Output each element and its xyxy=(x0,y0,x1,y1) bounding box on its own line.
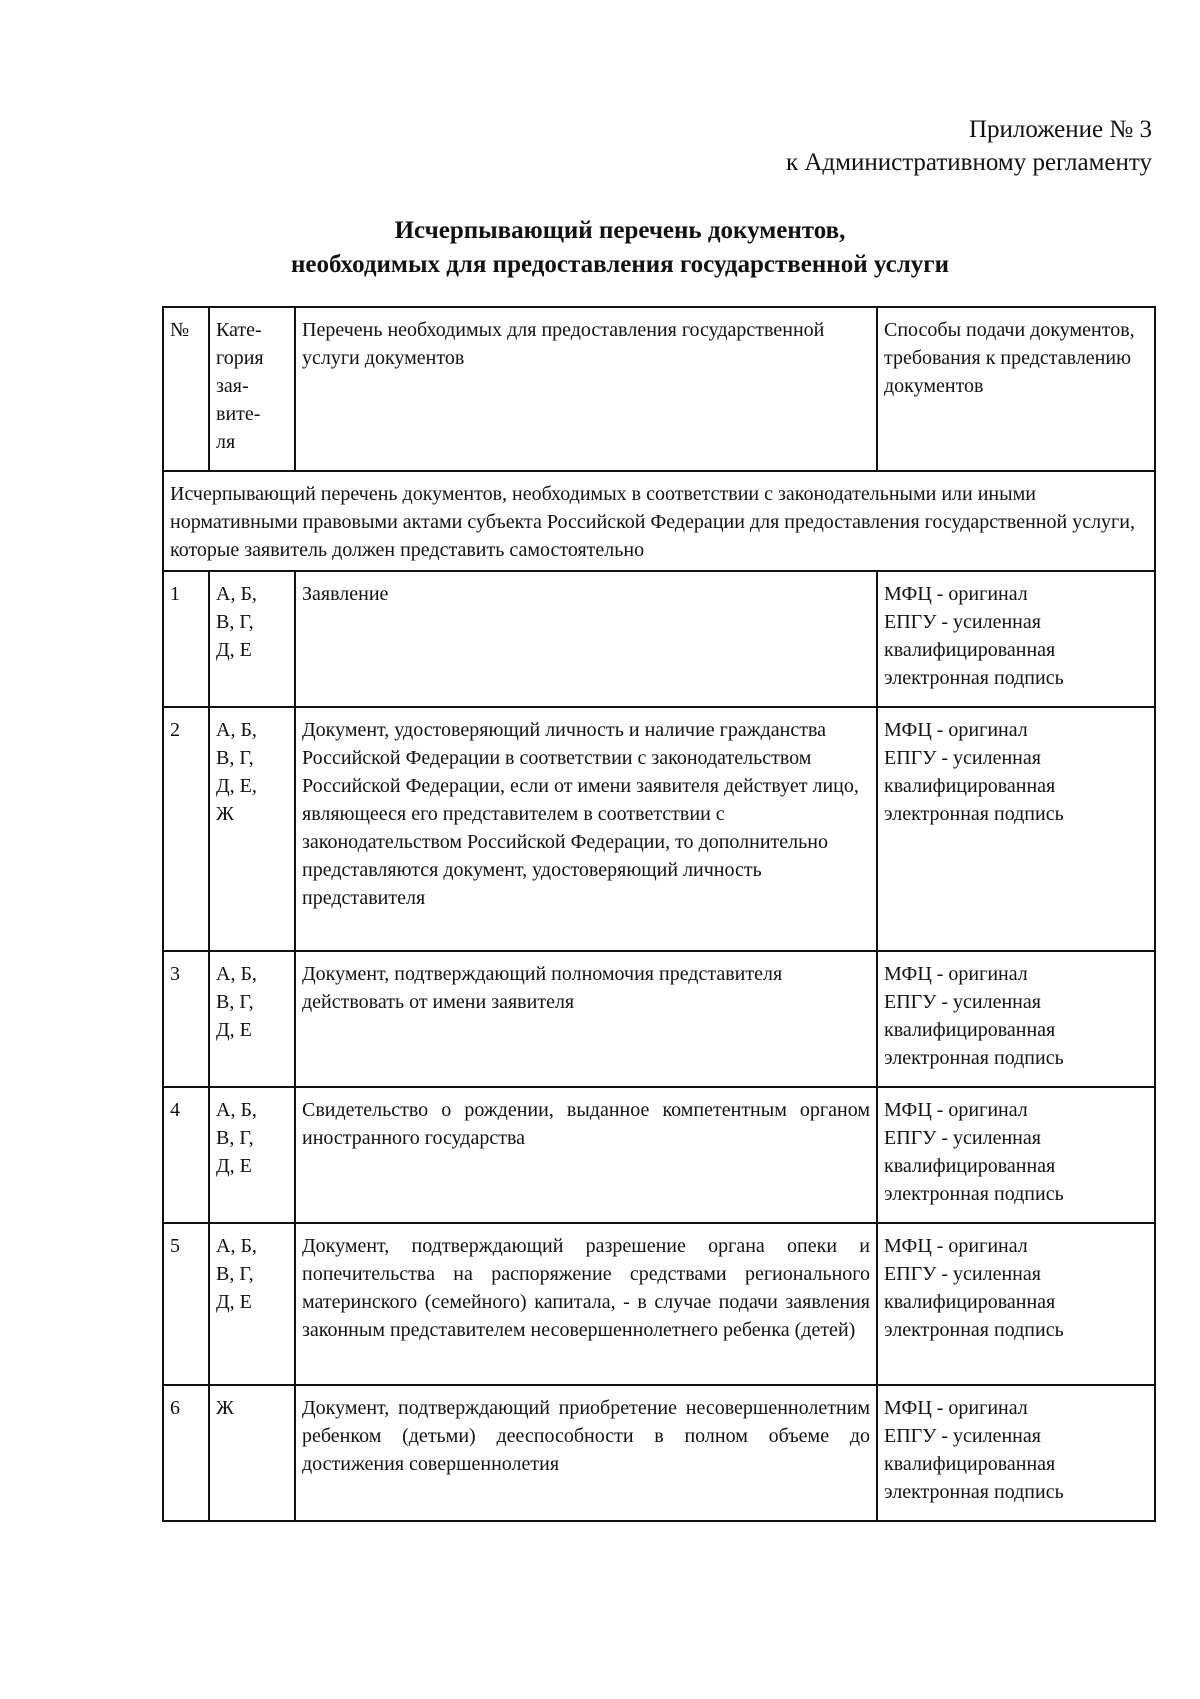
row-method-line: МФЦ - оригинал xyxy=(884,1099,1028,1121)
row-document: Документ, подтверждающий приобретение несовершеннолетним ребенком (детьми) дееспособности в полном объеме до достижения совершеннолетия xyxy=(295,1385,877,1521)
row-method-line: МФЦ - оригинал xyxy=(884,1235,1028,1257)
row-method-line: ЕПГУ - усиленная xyxy=(884,1263,1041,1285)
row-category-line: А, Б, xyxy=(216,1099,257,1121)
header-category-line: ля xyxy=(216,431,236,453)
header-methods: Способы подачи документов, требования к представлению документов xyxy=(877,307,1155,471)
table-row xyxy=(163,1385,1155,1521)
row-category xyxy=(209,1087,295,1223)
row-category xyxy=(209,571,295,707)
appendix-number: Приложение № 3 xyxy=(968,116,1152,143)
row-method-line: МФЦ - оригинал xyxy=(884,583,1028,605)
row-category-line: В, Г, xyxy=(216,747,254,769)
row-methods xyxy=(877,1385,1155,1521)
row-category-line: Д, Е xyxy=(216,639,252,661)
row-method-line: электронная подпись xyxy=(884,803,1064,825)
table-row xyxy=(163,571,1155,707)
row-category xyxy=(209,1385,295,1521)
row-method-line: электронная подпись xyxy=(884,1319,1064,1341)
row-category-line: А, Б, xyxy=(216,719,257,741)
row-method-line: квалифицированная xyxy=(884,1019,1056,1041)
row-method-line: квалифицированная xyxy=(884,775,1056,797)
header-category xyxy=(209,307,295,471)
row-document: Документ, удостоверяющий личность и наличие гражданства Российской Федерации в соответствии с законодательством Российской Федерации, если от имени заявителя действует лицо, являющееся его представителем в соответствии с законодательством Российской Федерации, то дополнительно представляются документ, удостоверяющий личность представителя xyxy=(295,707,877,951)
row-methods xyxy=(877,951,1155,1087)
row-method-line: квалифицированная xyxy=(884,1155,1056,1177)
row-methods xyxy=(877,571,1155,707)
row-method-line: ЕПГУ - усиленная xyxy=(884,1127,1041,1149)
header-number: № xyxy=(163,307,209,471)
row-method-line: квалифицированная xyxy=(884,639,1056,661)
row-category-line: Д, Е xyxy=(216,1155,252,1177)
table-header-row xyxy=(163,307,1155,471)
section-row xyxy=(163,471,1155,571)
row-document: Документ, подтверждающий полномочия представителя действовать от имени заявителя xyxy=(295,951,877,1087)
header-category-line: вите- xyxy=(216,403,261,425)
row-method-line: МФЦ - оригинал xyxy=(884,719,1028,741)
document-title xyxy=(0,214,1200,282)
row-category-line: В, Г, xyxy=(216,1127,254,1149)
row-category-line: Д, Е xyxy=(216,1291,252,1313)
row-number: 3 xyxy=(163,951,209,1087)
row-method-line: электронная подпись xyxy=(884,667,1064,689)
row-methods xyxy=(877,1223,1155,1385)
row-document: Документ, подтверждающий разрешение органа опеки и попечительства на распоряжение средствами регионального материнского (семейного) капитала, - в случае подачи заявления законным представителем несовершеннолетнего ребенка (детей) xyxy=(295,1223,877,1385)
row-method-line: МФЦ - оригинал xyxy=(884,1397,1028,1419)
row-method-line: квалифицированная xyxy=(884,1453,1056,1475)
row-document: Заявление xyxy=(295,571,877,707)
document-title-line-1: Исчерпывающий перечень документов, xyxy=(394,217,846,244)
row-method-line: ЕПГУ - усиленная xyxy=(884,611,1041,633)
appendix-reference: к Административному регламенту xyxy=(785,149,1152,176)
row-number: 2 xyxy=(163,707,209,951)
row-method-line: электронная подпись xyxy=(884,1481,1064,1503)
header-category-line: Кате- xyxy=(216,319,262,341)
row-document: Свидетельство о рождении, выданное компетентным органом иностранного государства xyxy=(295,1087,877,1223)
row-category xyxy=(209,951,295,1087)
table-row xyxy=(163,1223,1155,1385)
appendix-heading xyxy=(786,113,1152,179)
header-category-line: гория xyxy=(216,347,264,369)
section-text: Исчерпывающий перечень документов, необходимых в соответствии с законодательными или иными нормативными правовыми актами субъекта Российской Федерации для предоставления государственной услуги, которые заявитель должен представить самостоятельно xyxy=(163,471,1155,571)
row-method-line: ЕПГУ - усиленная xyxy=(884,991,1041,1013)
table-row xyxy=(163,707,1155,951)
row-category-line: Ж xyxy=(216,803,234,825)
table-row xyxy=(163,1087,1155,1223)
row-method-line: электронная подпись xyxy=(884,1183,1064,1205)
row-method-line: квалифицированная xyxy=(884,1291,1056,1313)
documents-table xyxy=(162,306,1156,1522)
row-category xyxy=(209,707,295,951)
row-methods xyxy=(877,1087,1155,1223)
header-documents: Перечень необходимых для предоставления государственной услуги документов xyxy=(295,307,877,471)
document-title-line-2: необходимых для предоставления государственной услуги xyxy=(291,251,949,278)
header-category-line: зая- xyxy=(216,375,249,397)
row-category-line: А, Б, xyxy=(216,583,257,605)
row-category-line: В, Г, xyxy=(216,1263,254,1285)
row-number: 5 xyxy=(163,1223,209,1385)
row-methods xyxy=(877,707,1155,951)
row-category-line: А, Б, xyxy=(216,963,257,985)
row-category-line: А, Б, xyxy=(216,1235,257,1257)
row-category-line: Д, Е, xyxy=(216,775,257,797)
row-category-line: В, Г, xyxy=(216,991,254,1013)
row-number: 4 xyxy=(163,1087,209,1223)
row-number: 6 xyxy=(163,1385,209,1521)
row-method-line: МФЦ - оригинал xyxy=(884,963,1028,985)
row-method-line: электронная подпись xyxy=(884,1047,1064,1069)
row-category-line: В, Г, xyxy=(216,611,254,633)
table-row xyxy=(163,951,1155,1087)
row-method-line: ЕПГУ - усиленная xyxy=(884,1425,1041,1447)
row-number: 1 xyxy=(163,571,209,707)
row-category xyxy=(209,1223,295,1385)
row-category-line: Ж xyxy=(216,1397,234,1419)
row-method-line: ЕПГУ - усиленная xyxy=(884,747,1041,769)
row-category-line: Д, Е xyxy=(216,1019,252,1041)
